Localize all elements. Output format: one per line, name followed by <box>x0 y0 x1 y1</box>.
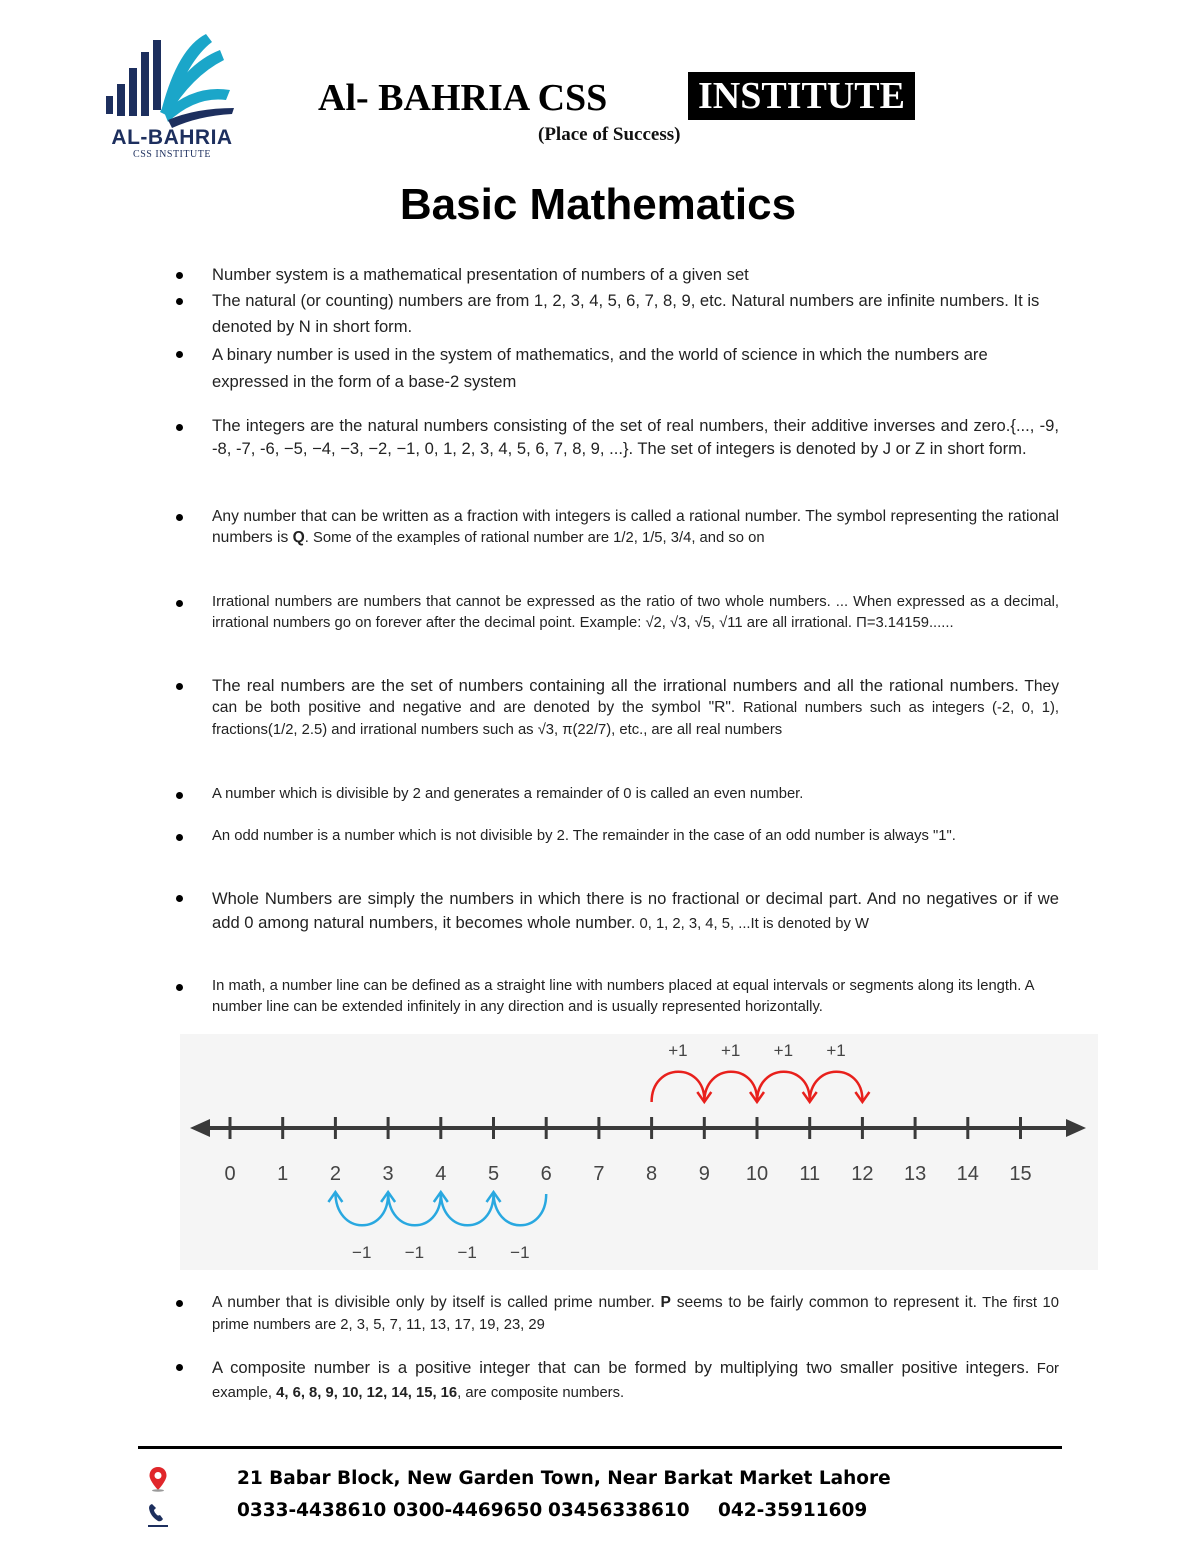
plus-one-label: +1 <box>720 1041 741 1060</box>
plus-one-arc <box>652 1072 705 1102</box>
composite-text-b: For example, <box>212 1361 1059 1401</box>
bullet-even-number: A number which is divisible by 2 and generates a remainder of 0 is called an even number. <box>212 784 1059 804</box>
phone-icon <box>146 1500 170 1528</box>
plus-one-arc <box>757 1072 810 1102</box>
number-line-tick-label: 14 <box>956 1163 979 1185</box>
bullet-rational-numbers <box>212 506 1059 549</box>
footer-divider <box>138 1446 1062 1449</box>
whole-text-b: 0, 1, 2, 3, 4, 5, ...It is denoted by W <box>635 916 869 932</box>
minus-one-arc <box>441 1192 494 1225</box>
minus-one-arc <box>335 1192 388 1225</box>
rational-symbol: Q <box>292 529 305 546</box>
number-line-tick-label: 8 <box>646 1163 658 1185</box>
number-line-tick-label: 15 <box>1009 1163 1032 1185</box>
minus-one-label: −1 <box>404 1243 425 1262</box>
composite-text-c: , are composite numbers. <box>457 1385 625 1401</box>
bullet-odd-number: An odd number is a number which is not divisible by 2. The remainder in the case of an odd number is always "1". <box>212 826 1059 846</box>
number-line-tick-label: 13 <box>903 1163 927 1185</box>
plus-one-arc <box>704 1072 757 1102</box>
composite-examples: 4, 6, 8, 9, 10, 12, 14, 15, 16 <box>276 1385 458 1401</box>
bullet-irrational-numbers: Irrational numbers are numbers that cannot be expressed as the ratio of two whole numbers. ... When expressed as a decimal, irrational numbers go on forever after the decimal point. Example: √2, √3, √5, √11 are all irrational. Π=3.14159...... <box>212 592 1059 633</box>
bullet-prime-numbers <box>212 1292 1059 1336</box>
footer-phone-3: 03456338610 <box>548 1500 690 1521</box>
number-line-tick-label: 11 <box>799 1163 821 1185</box>
minus-one-label: −1 <box>457 1243 477 1262</box>
prime-text-b: seems to be fairly common to represent it. <box>670 1294 977 1311</box>
minus-one-label: −1 <box>352 1243 372 1262</box>
minus-one-label: −1 <box>510 1243 530 1262</box>
footer-address: 21 Babar Block, New Garden Town, Near Barkat Market Lahore <box>237 1468 891 1489</box>
number-line-figure <box>180 1034 1098 1270</box>
prime-symbol: P <box>660 1294 671 1311</box>
number-line-tick-label: 5 <box>487 1163 500 1185</box>
institute-name: Al- BAHRIA CSS <box>318 77 608 119</box>
real-text-c: Rational numbers such as integers (-2, 0, 1), fractions(1/2, 2.5) and irrational numbers such as √3, π(22/7), etc., are all real numbers <box>212 700 1059 738</box>
minus-one-arc <box>388 1192 441 1225</box>
number-line-tick-label: 1 <box>277 1163 289 1185</box>
plus-one-label: +1 <box>668 1041 688 1060</box>
bullet-number-system: Number system is a mathematical presentation of numbers of a given set <box>212 262 1059 288</box>
number-line-tick-label: 9 <box>698 1163 710 1185</box>
bullet-real-numbers <box>212 675 1059 741</box>
plus-one-arc <box>810 1072 863 1102</box>
footer-phone-4: 042-35911609 <box>718 1500 868 1521</box>
plus-one-label: +1 <box>773 1041 794 1060</box>
bullet-natural-numbers: The natural (or counting) numbers are from 1, 2, 3, 4, 5, 6, 7, 8, 9, etc. Natural numbers are infinite numbers. It is denoted by N in short form. <box>212 288 1059 340</box>
whole-text-a: Whole Numbers are simply the numbers in which there is no fractional or decimal part. And no negatives or if we add 0 among natural numbers, it becomes whole number. <box>212 889 1059 932</box>
rational-text-b: . Some of the examples of rational number are 1/2, 1/5, 3/4, and so on <box>304 530 765 546</box>
number-line-tick-label: 7 <box>593 1163 605 1185</box>
bullet-binary-number: A binary number is used in the system of mathematics, and the world of science in which the numbers are expressed in the form of a base-2 system <box>212 341 1059 395</box>
plus-one-label: +1 <box>826 1041 846 1060</box>
footer-phone-2: 0300-4469650 <box>393 1500 543 1521</box>
minus-one-arc <box>494 1192 547 1225</box>
number-line-tick-label: 4 <box>435 1163 447 1185</box>
institute-badge: INSTITUTE <box>688 72 915 120</box>
footer-phone-1: 0333-4438610 <box>237 1500 387 1521</box>
number-line-tick-label: 2 <box>329 1163 341 1185</box>
number-line-tick-label: 6 <box>540 1163 552 1185</box>
number-line-left-arrow <box>190 1119 210 1137</box>
number-line-tick-label: 0 <box>224 1163 236 1185</box>
bullet-whole-numbers <box>212 887 1059 936</box>
number-line-tick-label: 12 <box>851 1163 874 1185</box>
real-text-b: They can be both positive and negative and are denoted by the symbol "R". <box>212 678 1060 716</box>
real-text-a: The real numbers are the set of numbers containing all the irrational numbers and all the rational numbers. <box>212 676 1019 695</box>
logo-wordmark: AL-BAHRIA <box>111 126 233 149</box>
page-title: Basic Mathematics <box>399 180 797 229</box>
logo-subtitle: CSS INSTITUTE <box>133 149 211 160</box>
rational-text-a: Any number that can be written as a fraction with integers is called a rational number. The symbol representing the rational numbers is <box>212 508 1059 546</box>
tagline: (Place of Success) <box>538 124 681 145</box>
number-line-tick-label: 10 <box>745 1163 769 1185</box>
prime-text-c: The first 10 prime numbers are 2, 3, 5, 7, 11, 13, 17, 19, 23, 29 <box>212 1295 1059 1333</box>
bullet-composite-numbers <box>212 1356 1059 1405</box>
number-line-tick-label: 3 <box>382 1163 394 1185</box>
number-line-right-arrow <box>1066 1119 1086 1137</box>
location-pin-icon <box>148 1466 168 1492</box>
bullet-integers: The integers are the natural numbers consisting of the set of real numbers, their additive inverses and zero.{..., -9, -8, -7, -6, −5, −4, −3, −2, −1, 0, 1, 2, 3, 4, 5, 6, 7, 8, 9, ...}. The set of integers is denoted by J or Z in short form. <box>212 416 1059 458</box>
bullet-number-line: In math, a number line can be defined as a straight line with numbers placed at equal intervals or segments along its length. A number line can be extended infinitely in any direction and is usually represented horizontally. <box>212 976 1059 1017</box>
prime-text-a: A number that is divisible only by itself is called prime number. <box>212 1294 661 1311</box>
composite-text-a: A composite number is a positive integer that can be formed by multiplying two smaller positive integers. <box>212 1358 1030 1377</box>
